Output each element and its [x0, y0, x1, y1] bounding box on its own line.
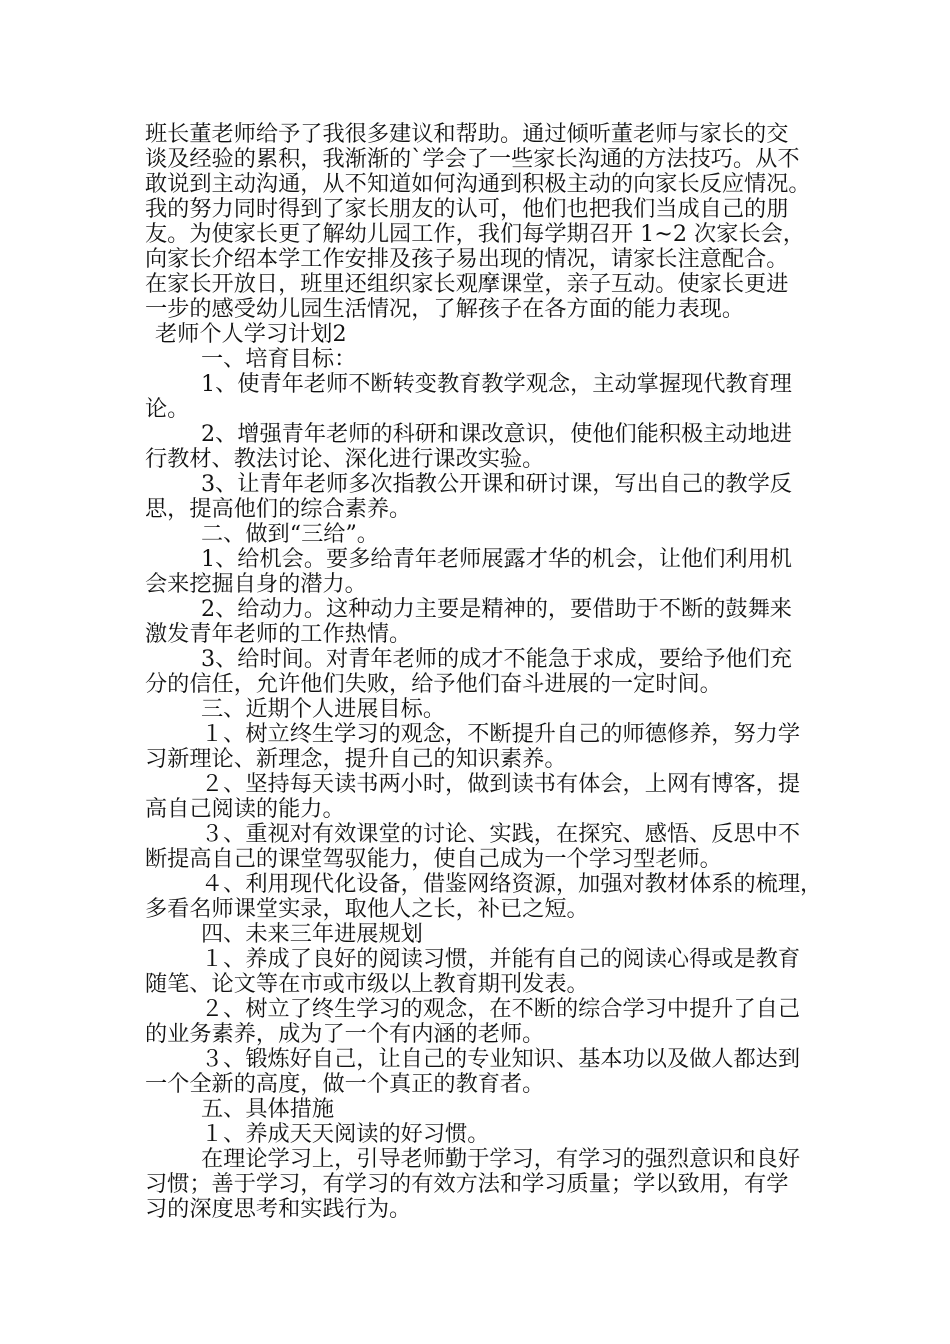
text-line: 3、给时间。对青年老师的成才不能急于求成，要给予他们充	[201, 646, 792, 672]
text-line: ３、锻炼好自己，让自己的专业知识、基本功以及做人都达到	[201, 1046, 801, 1072]
text-line: １、养成了良好的阅读习惯，并能有自己的阅读心得或是教育	[201, 946, 801, 972]
text-line: 我的努力同时得到了家长朋友的认可，他们也把我们当成自己的朋	[145, 196, 789, 222]
text-line: 2、给动力。这种动力主要是精神的，要借助于不断的鼓舞来	[201, 596, 792, 622]
text-line: 敢说到主动沟通，从不知道如何沟通到积极主动的向家长反应情况。	[145, 171, 811, 197]
text-line: 三、近期个人进展目标。	[201, 696, 446, 722]
text-line: 思，提高他们的综合素养。	[145, 496, 412, 522]
text-line: １、树立终生学习的观念，不断提升自己的师德修养，努力学	[201, 721, 801, 747]
text-line: 在理论学习上，引导老师勤于学习，有学习的强烈意识和良好	[201, 1146, 801, 1172]
text-line: 老师个人学习计划2	[155, 321, 347, 347]
text-line: 1、给机会。要多给青年老师展露才华的机会，让他们利用机	[201, 546, 792, 572]
text-line: 论。	[145, 396, 190, 422]
text-line: 习的深度思考和实践行为。	[145, 1196, 412, 1222]
text-line: 行教材、教法讨论、深化进行课改实验。	[145, 446, 545, 472]
text-line: 二、做到“三给”。	[201, 521, 379, 547]
text-line: 一个全新的高度，做一个真正的教育者。	[145, 1071, 545, 1097]
text-line: 五、具体措施	[201, 1096, 335, 1122]
text-line: 高自己阅读的能力。	[145, 796, 345, 822]
text-line: 习惯；善于学习，有学习的有效方法和学习质量；学以致用，有学	[145, 1171, 789, 1197]
text-line: ４、利用现代化设备，借鉴网络资源，加强对教材体系的梳理，	[201, 871, 823, 897]
text-line: 习新理论、新理念，提升自己的知识素养。	[145, 746, 567, 772]
text-line: 分的信任，允许他们失败，给予他们奋斗进展的一定时间。	[145, 671, 722, 697]
text-line: 的业务素养，成为了一个有内涵的老师。	[145, 1021, 545, 1047]
text-line: 激发青年老师的工作热情。	[145, 621, 412, 647]
text-line: 2、增强青年老师的科研和课改意识，使他们能积极主动地进	[201, 421, 792, 447]
text-line: 在家长开放日，班里还组织家长观摩课堂，亲子互动。使家长更进	[145, 271, 789, 297]
text-line: 一、培育目标：	[201, 346, 357, 372]
text-line: 断提高自己的课堂驾驭能力，使自己成为一个学习型老师。	[145, 846, 722, 872]
text-line: ２、树立了终生学习的观念，在不断的综合学习中提升了自己	[201, 996, 801, 1022]
text-line: １、养成天天阅读的好习惯。	[201, 1121, 490, 1147]
document-body	[145, 122, 825, 1222]
text-line: ２、坚持每天读书两小时，做到读书有体会，上网有博客，提	[201, 771, 801, 797]
text-line: 随笔、论文等在市或市级以上教育期刊发表。	[145, 971, 589, 997]
text-line: 四、未来三年进展规划	[201, 921, 423, 947]
text-line: 谈及经验的累积，我渐渐的`学会了一些家长沟通的方法技巧。从不	[145, 146, 800, 172]
text-line: 向家长介绍本学工作安排及孩子易出现的情况，请家长注意配合。	[145, 246, 789, 272]
text-line: 1、使青年老师不断转变教育教学观念，主动掌握现代教育理	[201, 371, 792, 397]
text-line: 3、让青年老师多次指教公开课和研讨课，写出自己的教学反	[201, 471, 792, 497]
text-line: 多看名师课堂实录，取他人之长，补已之短。	[145, 896, 589, 922]
text-line: 会来挖掘自身的潜力。	[145, 571, 367, 597]
text-line: 班长董老师给予了我很多建议和帮助。通过倾听董老师与家长的交	[145, 121, 789, 147]
text-line: 友。为使家长更了解幼儿园工作，我们每学期召开 1~2 次家长会，	[145, 221, 805, 247]
text-line: ３、重视对有效课堂的讨论、实践，在探究、感悟、反思中不	[201, 821, 801, 847]
text-line: 一步的感受幼儿园生活情况，了解孩子在各方面的能力表现。	[145, 296, 745, 322]
